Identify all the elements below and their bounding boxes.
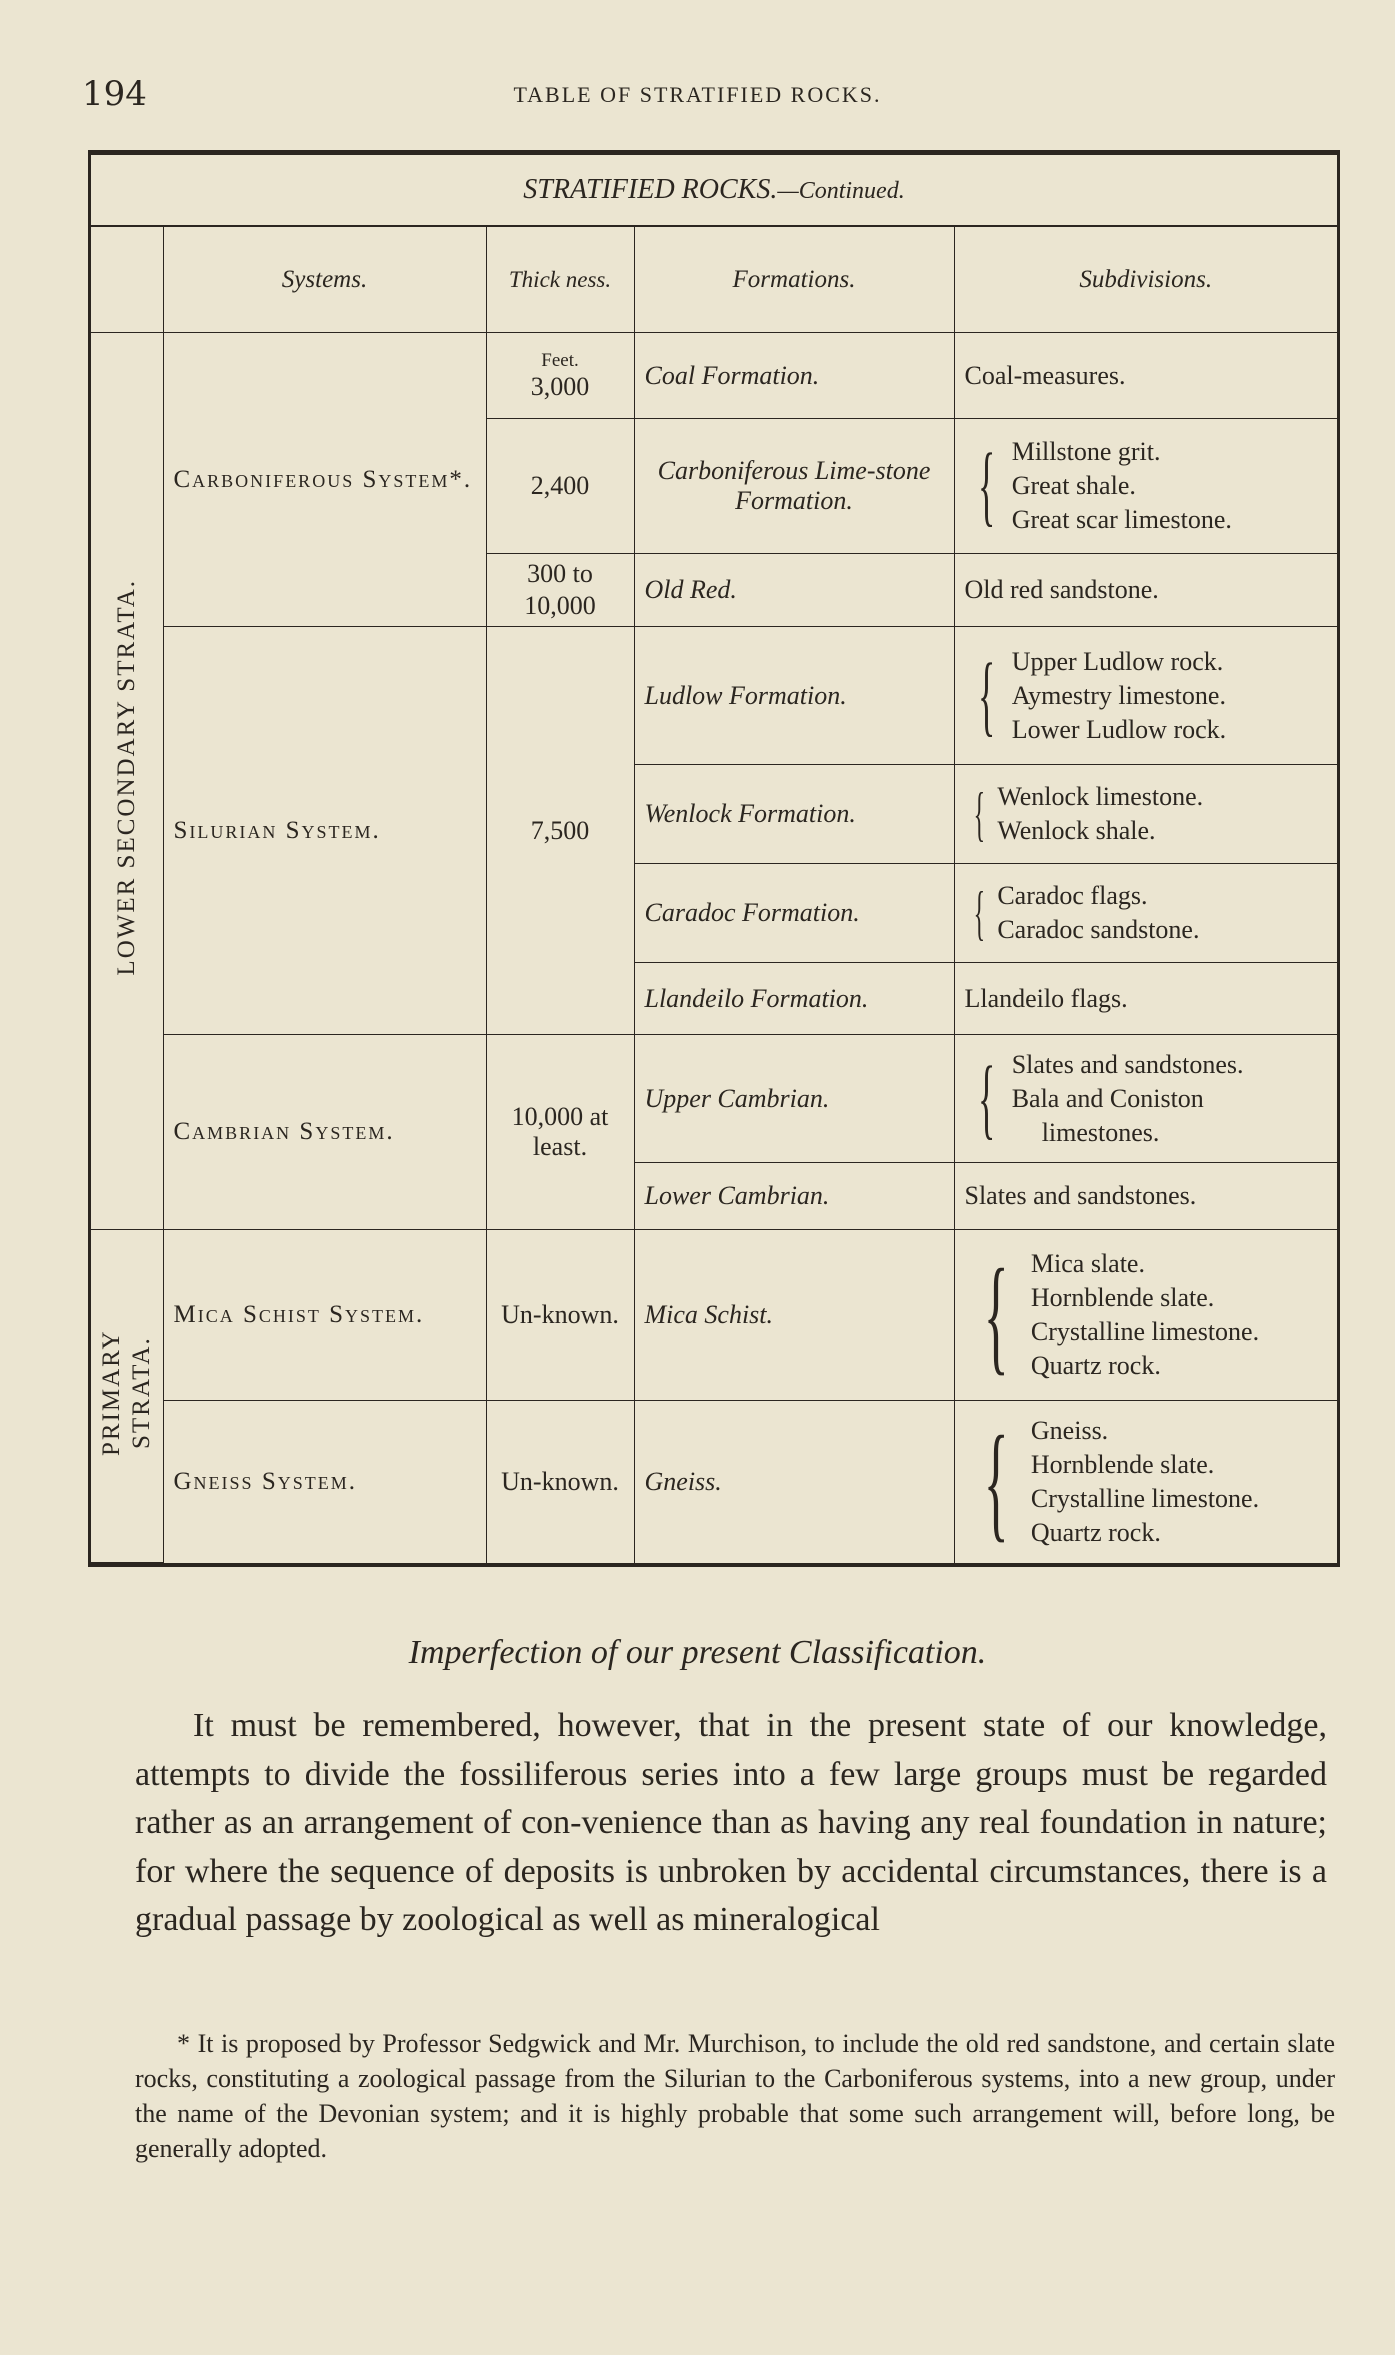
subdivision-item: Wenlock limestone. [997,782,1204,811]
formation-cell: Llandeilo Formation. [634,963,954,1035]
subdivision-item: Mica slate. [1030,1249,1145,1278]
subdivision-item: Wenlock shale. [997,816,1156,845]
subdivision-item: Caradoc flags. [997,881,1148,910]
page-number: 194 [82,74,147,114]
table-row [91,1035,1337,1163]
formation-cell: Gneiss. [634,1401,954,1563]
header-row [91,227,1337,333]
brace-icon: { [977,1048,995,1148]
side-label-text: PRIMARY STRATA. [97,1329,155,1456]
subdivision-cell [954,765,1337,864]
subdivision-cell: Llandeilo flags. [954,963,1337,1035]
thickness-value: 3,000 [530,371,590,401]
subdivision-cell [954,627,1337,765]
subdivision-cell [954,864,1337,963]
footnote: * It is proposed by Professor Sedgwick and Mr. Murchison, to include the old red sandstone, and certain slate rocks, constituting a zoological passage from the Silurian to the Carboniferous systems, into a new group, under the name of the Devonian system; and it is highly probable that some such arrangement will, before long, be generally adopted. [135,2029,1335,2163]
section-heading: Imperfection of our present Classification. [408,1634,987,1671]
brace-icon: { [983,1243,1009,1387]
brace-icon: { [977,436,995,535]
table-row [91,1230,1337,1401]
header-systems: Systems. [163,227,486,333]
formation-cell: Ludlow Formation. [634,627,954,765]
subdivision-cell [954,1230,1337,1401]
formation-cell: Caradoc Formation. [634,864,954,963]
side-label-text: LOWER SECONDARY STRATA. [112,579,140,976]
subdivision-item: limestones. [1041,1117,1160,1147]
subdivision-item: Quartz rock. [1030,1517,1161,1547]
brace-icon: { [977,645,995,745]
subdivision-item: Great scar limestone. [1011,505,1232,534]
system-carboniferous: Carboniferous System*. [163,333,486,627]
table-title-main: STRATIFIED ROCKS. [523,174,778,205]
subdivision-item: Bala and Coniston [1011,1083,1204,1113]
brace-icon: { [973,781,985,847]
formation-cell: Lower Cambrian. [634,1163,954,1230]
subdivision-item: Hornblende slate. [1030,1283,1215,1312]
system-gneiss: Gneiss System. [163,1401,486,1563]
subdivision-item: Millstone grit. [1011,437,1161,466]
table-row [91,627,1337,765]
table-row [91,333,1337,419]
thickness-cell: Un-known. [486,1401,634,1563]
subdivision-cell: Old red sandstone. [954,554,1337,627]
header-formations: Formations. [634,227,954,333]
body-paragraph: It must be remembered, however, that in the present state of our knowledge, attempts to divide the fossiliferous series into a few large groups must be regarded rather as an arrangement of con-venience than as having any real foundation in nature; for where the sequence of deposits is unbroken by accidental circumstances, there is a gradual passage by zoological as well as mineralogical [135,1707,1327,1938]
subdivision-item: Quartz rock. [1030,1351,1161,1380]
subdivision-item: Lower Ludlow rock. [1011,714,1227,744]
subdivision-cell [954,1035,1337,1163]
thickness-cell: 10,000 at least. [486,1035,634,1230]
formation-cell: Carboniferous Lime-stone Formation. [634,419,954,554]
subdivision-item: Great shale. [1011,471,1136,500]
subdivision-item: Hornblende slate. [1030,1449,1215,1479]
header-thickness: Thick ness. [486,227,634,333]
brace-icon: { [973,880,985,946]
thickness-cell: 300 to 10,000 [486,554,634,627]
subdivision-item: Gneiss. [1030,1415,1109,1445]
table-row [91,1401,1337,1563]
stratified-rocks-table [88,150,1340,1567]
subdivision-item: Slates and sandstones. [1011,1049,1244,1079]
feet-label: Feet. [541,349,579,371]
system-cambrian: Cambrian System. [163,1035,486,1230]
subdivision-item: Caradoc sandstone. [997,915,1200,944]
formation-cell: Mica Schist. [634,1230,954,1401]
subdivision-item: Aymestry limestone. [1011,680,1226,710]
formation-cell: Wenlock Formation. [634,765,954,864]
thickness-cell [486,333,634,419]
system-silurian: Silurian System. [163,627,486,1035]
subdivision-item: Crystalline limestone. [1030,1317,1260,1346]
table-title [91,155,1337,227]
side-label-primary [91,1230,163,1563]
subdivision-item: Upper Ludlow rock. [1011,646,1224,676]
table-body [91,227,1337,1563]
running-head: TABLE OF STRATIFIED ROCKS. [513,82,882,107]
formation-cell: Upper Cambrian. [634,1035,954,1163]
table-title-suffix: —Continued. [777,178,905,204]
brace-icon: { [983,1409,1009,1554]
side-label-lower [91,333,163,1230]
subdivision-cell: Coal-measures. [954,333,1337,419]
formation-cell: Coal Formation. [634,333,954,419]
subdivision-cell [954,419,1337,554]
side-header [91,227,163,333]
subdivision-cell [954,1401,1337,1563]
system-mica-schist: Mica Schist System. [163,1230,486,1401]
subdivision-item: Crystalline limestone. [1030,1483,1260,1513]
subdivision-cell: Slates and sandstones. [954,1163,1337,1230]
header-subdivisions: Subdivisions. [954,227,1337,333]
thickness-cell: 7,500 [486,627,634,1035]
thickness-cell: 2,400 [486,419,634,554]
formation-cell: Old Red. [634,554,954,627]
thickness-cell: Un-known. [486,1230,634,1401]
